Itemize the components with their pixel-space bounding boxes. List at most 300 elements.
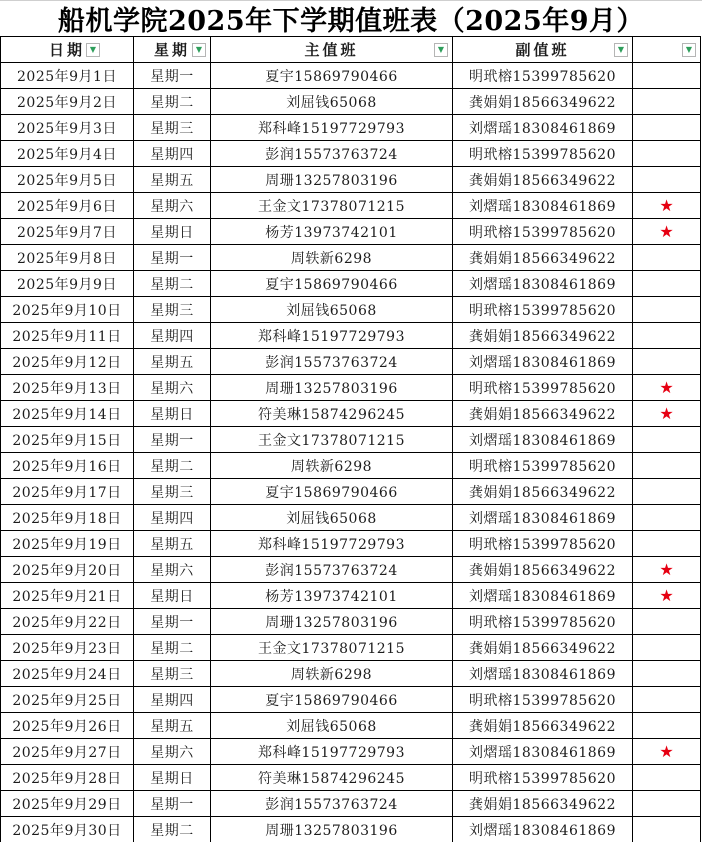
weekday-value: 星期二 xyxy=(150,276,194,293)
deputy-duty-value: 龚娟娟18566349622 xyxy=(469,250,616,267)
weekday-value: 星期五 xyxy=(150,354,194,371)
table-row xyxy=(1,115,701,141)
deputy-duty-value: 龚娟娟18566349622 xyxy=(469,640,616,657)
cell-date[interactable] xyxy=(1,609,134,635)
date-value: 2025年9月22日 xyxy=(12,614,122,631)
cell-main-duty[interactable] xyxy=(211,427,453,453)
table-row xyxy=(1,687,701,713)
cell-weekday[interactable] xyxy=(134,375,211,401)
weekday-value: 星期四 xyxy=(150,328,194,345)
date-value: 2025年9月29日 xyxy=(12,796,122,813)
cell-weekday[interactable] xyxy=(134,427,211,453)
cell-deputy-duty[interactable] xyxy=(453,661,633,687)
cell-date[interactable] xyxy=(1,323,134,349)
cell-main-duty[interactable] xyxy=(211,739,453,765)
deputy-duty-value: 龚娟娟18566349622 xyxy=(469,94,616,111)
table-row xyxy=(1,63,701,89)
cell-date[interactable] xyxy=(1,661,134,687)
deputy-duty-value: 龚娟娟18566349622 xyxy=(469,796,616,813)
cell-date[interactable] xyxy=(1,115,134,141)
deputy-duty-value: 刘熠瑶18308461869 xyxy=(469,588,616,605)
table-row xyxy=(1,583,701,609)
cell-star[interactable] xyxy=(633,271,701,297)
weekday-value: 星期二 xyxy=(150,822,194,839)
cell-deputy-duty[interactable] xyxy=(453,505,633,531)
deputy-duty-value: 刘熠瑶18308461869 xyxy=(469,120,616,137)
date-value: 2025年9月25日 xyxy=(12,692,122,709)
cell-deputy-duty[interactable] xyxy=(453,609,633,635)
cell-date[interactable] xyxy=(1,63,134,89)
date-value: 2025年9月28日 xyxy=(12,770,122,787)
cell-main-duty[interactable] xyxy=(211,349,453,375)
main-duty-value: 彭润15573763724 xyxy=(265,354,398,371)
main-duty-value: 刘屈钱65068 xyxy=(286,510,377,527)
weekday-value: 星期五 xyxy=(150,718,194,735)
column-header-deputy-duty-label: 副值班 xyxy=(515,41,570,59)
deputy-duty-value: 刘熠瑶18308461869 xyxy=(469,432,616,449)
cell-star[interactable] xyxy=(633,167,701,193)
cell-deputy-duty[interactable] xyxy=(453,817,633,842)
main-duty-value: 郑科峰15197729793 xyxy=(258,536,405,553)
cell-date[interactable] xyxy=(1,583,134,609)
cell-star[interactable] xyxy=(633,661,701,687)
main-duty-value: 符美琳15874296245 xyxy=(258,406,405,423)
cell-main-duty[interactable] xyxy=(211,453,453,479)
date-value: 2025年9月26日 xyxy=(12,718,122,735)
date-value: 2025年9月12日 xyxy=(12,354,122,371)
main-duty-value: 王金文17378071215 xyxy=(258,198,405,215)
main-duty-value: 周珊13257803196 xyxy=(265,380,398,397)
deputy-duty-value: 明玳榕15399785620 xyxy=(469,302,616,319)
cell-main-duty[interactable] xyxy=(211,245,453,271)
cell-weekday[interactable] xyxy=(134,713,211,739)
filter-dropdown-icon: ▼ xyxy=(685,44,693,54)
cell-deputy-duty[interactable] xyxy=(453,713,633,739)
cell-deputy-duty[interactable] xyxy=(453,765,633,791)
cell-date[interactable] xyxy=(1,271,134,297)
header-row xyxy=(1,37,701,63)
cell-main-duty[interactable] xyxy=(211,687,453,713)
table-row xyxy=(1,375,701,401)
cell-weekday[interactable] xyxy=(134,765,211,791)
deputy-duty-value: 龚娟娟18566349622 xyxy=(469,484,616,501)
cell-weekday[interactable] xyxy=(134,167,211,193)
cell-deputy-duty[interactable] xyxy=(453,583,633,609)
cell-star[interactable] xyxy=(633,791,701,817)
table-row xyxy=(1,219,701,245)
cell-weekday[interactable] xyxy=(134,609,211,635)
weekday-value: 星期日 xyxy=(150,406,194,423)
deputy-duty-value: 龚娟娟18566349622 xyxy=(469,172,616,189)
main-duty-value: 郑科峰15197729793 xyxy=(258,328,405,345)
cell-weekday[interactable] xyxy=(134,583,211,609)
cell-star[interactable] xyxy=(633,583,701,609)
weekday-value: 星期三 xyxy=(150,666,194,683)
cell-star[interactable] xyxy=(633,713,701,739)
cell-date[interactable] xyxy=(1,427,134,453)
cell-deputy-duty[interactable] xyxy=(453,323,633,349)
main-duty-value: 彭润15573763724 xyxy=(265,146,398,163)
cell-star[interactable] xyxy=(633,505,701,531)
main-duty-value: 刘屈钱65068 xyxy=(286,302,377,319)
cell-star[interactable] xyxy=(633,739,701,765)
cell-weekday[interactable] xyxy=(134,193,211,219)
cell-star[interactable] xyxy=(633,427,701,453)
star-icon: ★ xyxy=(659,560,674,579)
cell-star[interactable] xyxy=(633,687,701,713)
weekday-value: 星期六 xyxy=(150,562,194,579)
main-duty-value: 夏宇15869790466 xyxy=(265,692,398,709)
weekday-value: 星期一 xyxy=(150,432,194,449)
cell-star[interactable] xyxy=(633,557,701,583)
cell-weekday[interactable] xyxy=(134,531,211,557)
table-body xyxy=(1,63,701,842)
main-duty-value: 刘屈钱65068 xyxy=(286,718,377,735)
cell-date[interactable] xyxy=(1,297,134,323)
weekday-value: 星期五 xyxy=(150,172,194,189)
main-duty-value: 周珊13257803196 xyxy=(265,822,398,839)
deputy-duty-value: 刘熠瑶18308461869 xyxy=(469,822,616,839)
filter-button-deputy-duty[interactable] xyxy=(614,43,628,57)
cell-date[interactable] xyxy=(1,687,134,713)
cell-weekday[interactable] xyxy=(134,557,211,583)
table-row xyxy=(1,817,701,842)
date-value: 2025年9月19日 xyxy=(12,536,122,553)
cell-deputy-duty[interactable] xyxy=(453,375,633,401)
date-value: 2025年9月6日 xyxy=(17,198,117,215)
deputy-duty-value: 刘熠瑶18308461869 xyxy=(469,276,616,293)
cell-deputy-duty[interactable] xyxy=(453,167,633,193)
table-row xyxy=(1,167,701,193)
filter-dropdown-icon: ▼ xyxy=(617,44,625,54)
filter-button-weekday[interactable] xyxy=(192,43,206,57)
column-header-weekday[interactable] xyxy=(134,37,211,63)
cell-star[interactable] xyxy=(633,141,701,167)
deputy-duty-value: 明玳榕15399785620 xyxy=(469,68,616,85)
star-icon: ★ xyxy=(659,378,674,397)
cell-main-duty[interactable] xyxy=(211,765,453,791)
cell-deputy-duty[interactable] xyxy=(453,453,633,479)
weekday-value: 星期六 xyxy=(150,380,194,397)
weekday-value: 星期五 xyxy=(150,536,194,553)
main-duty-value: 周珊13257803196 xyxy=(265,172,398,189)
cell-star[interactable] xyxy=(633,375,701,401)
deputy-duty-value: 明玳榕15399785620 xyxy=(469,224,616,241)
cell-weekday[interactable] xyxy=(134,271,211,297)
cell-main-duty[interactable] xyxy=(211,323,453,349)
cell-main-duty[interactable] xyxy=(211,791,453,817)
date-value: 2025年9月3日 xyxy=(17,120,117,137)
star-icon: ★ xyxy=(659,222,674,241)
cell-main-duty[interactable] xyxy=(211,557,453,583)
duty-roster-table xyxy=(0,36,701,842)
column-header-main-duty-label: 主值班 xyxy=(304,41,359,59)
column-header-star[interactable] xyxy=(633,37,701,63)
deputy-duty-value: 龚娟娟18566349622 xyxy=(469,406,616,423)
cell-star[interactable] xyxy=(633,531,701,557)
weekday-value: 星期日 xyxy=(150,770,194,787)
table-row xyxy=(1,349,701,375)
cell-date[interactable] xyxy=(1,219,134,245)
date-value: 2025年9月27日 xyxy=(12,744,122,761)
main-duty-value: 夏宇15869790466 xyxy=(265,276,398,293)
cell-star[interactable] xyxy=(633,817,701,842)
cell-main-duty[interactable] xyxy=(211,479,453,505)
table-row xyxy=(1,271,701,297)
cell-weekday[interactable] xyxy=(134,453,211,479)
cell-deputy-duty[interactable] xyxy=(453,271,633,297)
deputy-duty-value: 明玳榕15399785620 xyxy=(469,146,616,163)
date-value: 2025年9月14日 xyxy=(12,406,122,423)
column-header-deputy-duty[interactable] xyxy=(453,37,633,63)
cell-star[interactable] xyxy=(633,609,701,635)
date-value: 2025年9月24日 xyxy=(12,666,122,683)
cell-star[interactable] xyxy=(633,323,701,349)
cell-date[interactable] xyxy=(1,453,134,479)
cell-weekday[interactable] xyxy=(134,505,211,531)
cell-weekday[interactable] xyxy=(134,115,211,141)
weekday-value: 星期二 xyxy=(150,640,194,657)
table-row xyxy=(1,245,701,271)
weekday-value: 星期六 xyxy=(150,744,194,761)
cell-main-duty[interactable] xyxy=(211,141,453,167)
page-title: 船机学院2025年下学期值班表（2025年9月） xyxy=(57,6,645,37)
deputy-duty-value: 刘熠瑶18308461869 xyxy=(469,354,616,371)
cell-weekday[interactable] xyxy=(134,219,211,245)
weekday-value: 星期一 xyxy=(150,796,194,813)
table-row xyxy=(1,661,701,687)
cell-star[interactable] xyxy=(633,89,701,115)
cell-main-duty[interactable] xyxy=(211,271,453,297)
date-value: 2025年9月17日 xyxy=(12,484,122,501)
filter-dropdown-icon: ▼ xyxy=(195,44,203,54)
cell-star[interactable] xyxy=(633,765,701,791)
table-row xyxy=(1,323,701,349)
main-duty-value: 郑科峰15197729793 xyxy=(258,120,405,137)
weekday-value: 星期日 xyxy=(150,224,194,241)
cell-main-duty[interactable] xyxy=(211,297,453,323)
table-row xyxy=(1,401,701,427)
cell-star[interactable] xyxy=(633,349,701,375)
cell-main-duty[interactable] xyxy=(211,63,453,89)
title-bar xyxy=(0,0,702,36)
date-value: 2025年9月20日 xyxy=(12,562,122,579)
date-value: 2025年9月13日 xyxy=(12,380,122,397)
cell-main-duty[interactable] xyxy=(211,375,453,401)
weekday-value: 星期一 xyxy=(150,614,194,631)
cell-deputy-duty[interactable] xyxy=(453,791,633,817)
cell-date[interactable] xyxy=(1,765,134,791)
cell-deputy-duty[interactable] xyxy=(453,427,633,453)
weekday-value: 星期四 xyxy=(150,146,194,163)
date-value: 2025年9月15日 xyxy=(12,432,122,449)
cell-weekday[interactable] xyxy=(134,245,211,271)
cell-date[interactable] xyxy=(1,349,134,375)
date-value: 2025年9月7日 xyxy=(17,224,117,241)
cell-date[interactable] xyxy=(1,479,134,505)
main-duty-value: 夏宇15869790466 xyxy=(265,484,398,501)
filter-button-main-duty[interactable] xyxy=(434,43,448,57)
cell-deputy-duty[interactable] xyxy=(453,193,633,219)
cell-star[interactable] xyxy=(633,245,701,271)
cell-date[interactable] xyxy=(1,635,134,661)
cell-deputy-duty[interactable] xyxy=(453,531,633,557)
deputy-duty-value: 明玳榕15399785620 xyxy=(469,458,616,475)
cell-deputy-duty[interactable] xyxy=(453,219,633,245)
table-row xyxy=(1,791,701,817)
deputy-duty-value: 刘熠瑶18308461869 xyxy=(469,198,616,215)
deputy-duty-value: 刘熠瑶18308461869 xyxy=(469,510,616,527)
filter-button-date[interactable] xyxy=(86,43,100,57)
date-value: 2025年9月1日 xyxy=(17,68,117,85)
cell-deputy-duty[interactable] xyxy=(453,115,633,141)
deputy-duty-value: 龚娟娟18566349622 xyxy=(469,562,616,579)
cell-weekday[interactable] xyxy=(134,141,211,167)
cell-main-duty[interactable] xyxy=(211,219,453,245)
cell-weekday[interactable] xyxy=(134,791,211,817)
main-duty-value: 彭润15573763724 xyxy=(265,562,398,579)
cell-deputy-duty[interactable] xyxy=(453,89,633,115)
main-duty-value: 周轶新6298 xyxy=(290,458,373,475)
deputy-duty-value: 龚娟娟18566349622 xyxy=(469,328,616,345)
main-duty-value: 彭润15573763724 xyxy=(265,796,398,813)
cell-date[interactable] xyxy=(1,505,134,531)
date-value: 2025年9月9日 xyxy=(17,276,117,293)
deputy-duty-value: 刘熠瑶18308461869 xyxy=(469,744,616,761)
weekday-value: 星期二 xyxy=(150,458,194,475)
cell-deputy-duty[interactable] xyxy=(453,245,633,271)
cell-main-duty[interactable] xyxy=(211,635,453,661)
cell-deputy-duty[interactable] xyxy=(453,739,633,765)
star-icon: ★ xyxy=(659,404,674,423)
cell-main-duty[interactable] xyxy=(211,583,453,609)
table-row xyxy=(1,531,701,557)
cell-deputy-duty[interactable] xyxy=(453,141,633,167)
cell-deputy-duty[interactable] xyxy=(453,635,633,661)
cell-deputy-duty[interactable] xyxy=(453,297,633,323)
cell-star[interactable] xyxy=(633,453,701,479)
table-row xyxy=(1,89,701,115)
star-icon: ★ xyxy=(659,742,674,761)
cell-date[interactable] xyxy=(1,245,134,271)
cell-date[interactable] xyxy=(1,375,134,401)
date-value: 2025年9月11日 xyxy=(12,328,122,345)
column-header-main-duty[interactable] xyxy=(211,37,453,63)
cell-date[interactable] xyxy=(1,401,134,427)
cell-weekday[interactable] xyxy=(134,635,211,661)
table-row xyxy=(1,453,701,479)
cell-weekday[interactable] xyxy=(134,297,211,323)
cell-star[interactable] xyxy=(633,63,701,89)
cell-main-duty[interactable] xyxy=(211,167,453,193)
cell-weekday[interactable] xyxy=(134,739,211,765)
cell-date[interactable] xyxy=(1,817,134,842)
cell-star[interactable] xyxy=(633,115,701,141)
cell-weekday[interactable] xyxy=(134,323,211,349)
main-duty-value: 符美琳15874296245 xyxy=(258,770,405,787)
column-header-date[interactable] xyxy=(1,37,134,63)
main-duty-value: 郑科峰15197729793 xyxy=(258,744,405,761)
filter-dropdown-icon: ▼ xyxy=(89,44,97,54)
cell-deputy-duty[interactable] xyxy=(453,687,633,713)
star-icon: ★ xyxy=(659,196,674,215)
weekday-value: 星期一 xyxy=(150,250,194,267)
table-row xyxy=(1,765,701,791)
weekday-value: 星期二 xyxy=(150,94,194,111)
cell-weekday[interactable] xyxy=(134,817,211,842)
date-value: 2025年9月5日 xyxy=(17,172,117,189)
table-row xyxy=(1,505,701,531)
cell-weekday[interactable] xyxy=(134,63,211,89)
cell-main-duty[interactable] xyxy=(211,115,453,141)
cell-star[interactable] xyxy=(633,401,701,427)
cell-deputy-duty[interactable] xyxy=(453,479,633,505)
cell-date[interactable] xyxy=(1,713,134,739)
main-duty-value: 周轶新6298 xyxy=(290,666,373,683)
filter-button-star[interactable] xyxy=(682,43,696,57)
date-value: 2025年9月30日 xyxy=(12,822,122,839)
cell-deputy-duty[interactable] xyxy=(453,401,633,427)
cell-deputy-duty[interactable] xyxy=(453,557,633,583)
cell-deputy-duty[interactable] xyxy=(453,63,633,89)
cell-date[interactable] xyxy=(1,791,134,817)
cell-star[interactable] xyxy=(633,219,701,245)
main-duty-value: 王金文17378071215 xyxy=(258,432,405,449)
cell-weekday[interactable] xyxy=(134,661,211,687)
cell-weekday[interactable] xyxy=(134,479,211,505)
column-header-date-label: 日期 xyxy=(48,41,85,59)
cell-main-duty[interactable] xyxy=(211,193,453,219)
deputy-duty-value: 刘熠瑶18308461869 xyxy=(469,666,616,683)
cell-main-duty[interactable] xyxy=(211,609,453,635)
cell-date[interactable] xyxy=(1,167,134,193)
deputy-duty-value: 明玳榕15399785620 xyxy=(469,536,616,553)
cell-star[interactable] xyxy=(633,297,701,323)
cell-weekday[interactable] xyxy=(134,687,211,713)
cell-date[interactable] xyxy=(1,193,134,219)
table-row xyxy=(1,609,701,635)
table-row xyxy=(1,739,701,765)
cell-star[interactable] xyxy=(633,193,701,219)
cell-main-duty[interactable] xyxy=(211,713,453,739)
cell-main-duty[interactable] xyxy=(211,401,453,427)
cell-date[interactable] xyxy=(1,141,134,167)
cell-deputy-duty[interactable] xyxy=(453,349,633,375)
date-value: 2025年9月18日 xyxy=(12,510,122,527)
cell-main-duty[interactable] xyxy=(211,531,453,557)
cell-star[interactable] xyxy=(633,635,701,661)
table-row xyxy=(1,479,701,505)
table-row xyxy=(1,193,701,219)
cell-weekday[interactable] xyxy=(134,349,211,375)
cell-date[interactable] xyxy=(1,739,134,765)
cell-main-duty[interactable] xyxy=(211,817,453,842)
cell-weekday[interactable] xyxy=(134,89,211,115)
table-row xyxy=(1,297,701,323)
main-duty-value: 周轶新6298 xyxy=(290,250,373,267)
weekday-value: 星期日 xyxy=(150,588,194,605)
cell-date[interactable] xyxy=(1,89,134,115)
cell-weekday[interactable] xyxy=(134,401,211,427)
cell-date[interactable] xyxy=(1,557,134,583)
date-value: 2025年9月4日 xyxy=(17,146,117,163)
main-duty-value: 杨芳13973742101 xyxy=(265,588,398,605)
cell-main-duty[interactable] xyxy=(211,661,453,687)
cell-star[interactable] xyxy=(633,479,701,505)
cell-main-duty[interactable] xyxy=(211,89,453,115)
cell-date[interactable] xyxy=(1,531,134,557)
cell-main-duty[interactable] xyxy=(211,505,453,531)
